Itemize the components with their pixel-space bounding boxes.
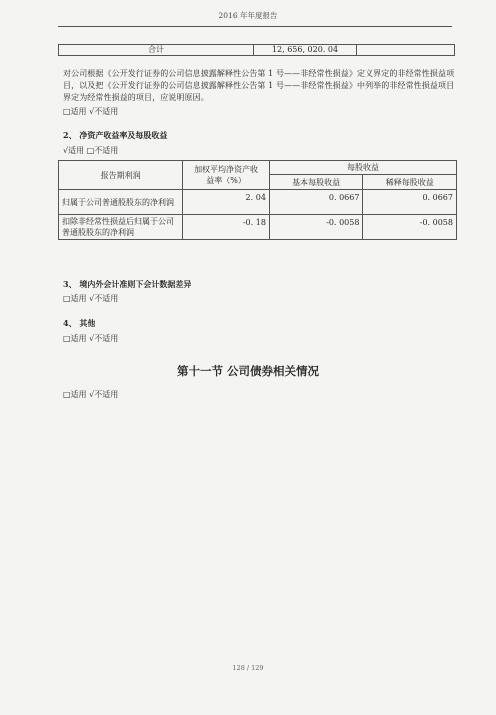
total-row [59,45,455,56]
row-label: 归属于公司普通股股东的净利润 [59,190,183,215]
header-diluted-eps: 稀释每股收益 [363,175,457,190]
explanation-paragraph: 对公司根据《公开发行证券的公司信息披露解释性公告第 1 号——非经常性损益》定义界定的非经常性损益项目，以及把《公开发行证券的公司信息披露解释性公告第 1 号——非经常性损益》中列举的非经常性损益项目界定为经常性损益的项目，应说明原因。 [63,69,455,102]
table-row [59,190,457,215]
header-weighted-roe: 加权平均净资产收益率（%） [183,161,270,190]
total-table [58,44,455,56]
total-label: 合计 [59,45,254,56]
section11-title: 第十一节 公司债券相关情况 [176,364,319,378]
section2-applicability: √适用 □不适用 [63,146,119,155]
section11-applicability: □适用 √不适用 [63,390,119,399]
section4-heading: 4、 其他 [63,318,96,328]
header-basic-eps: 基本每股收益 [269,175,363,190]
header-divider [58,26,452,27]
table-header-row [59,161,457,175]
section3-heading: 3、 境内外会计准则下会计数据差异 [63,279,192,289]
total-extra-cell [357,45,455,56]
header-period-profit: 报告期利润 [59,161,183,190]
report-header-title: 2016 年年度报告 [218,11,278,20]
section4-applicability: □适用 √不适用 [63,334,119,343]
header-eps-group: 每股收益 [269,161,456,175]
row-roe: -0. 18 [183,215,270,240]
page-number: 128 / 129 [232,664,264,672]
row-label: 扣除非经常性损益后归属于公司普通股股东的净利润 [59,215,183,240]
section2-heading: 2、 净资产收益率及每股收益 [63,130,168,140]
row-basic-eps: 0. 0667 [269,190,363,215]
row-diluted-eps: -0. 0058 [363,215,457,240]
row-basic-eps: -0. 0058 [269,215,363,240]
row-diluted-eps: 0. 0667 [363,190,457,215]
total-value: 12, 656, 020. 04 [254,45,357,56]
roe-eps-table [58,160,457,240]
section3-applicability: □适用 √不适用 [63,294,119,303]
table-row [59,215,457,240]
row-roe: 2. 04 [183,190,270,215]
explanation-applicability: □适用 √不适用 [63,107,119,116]
